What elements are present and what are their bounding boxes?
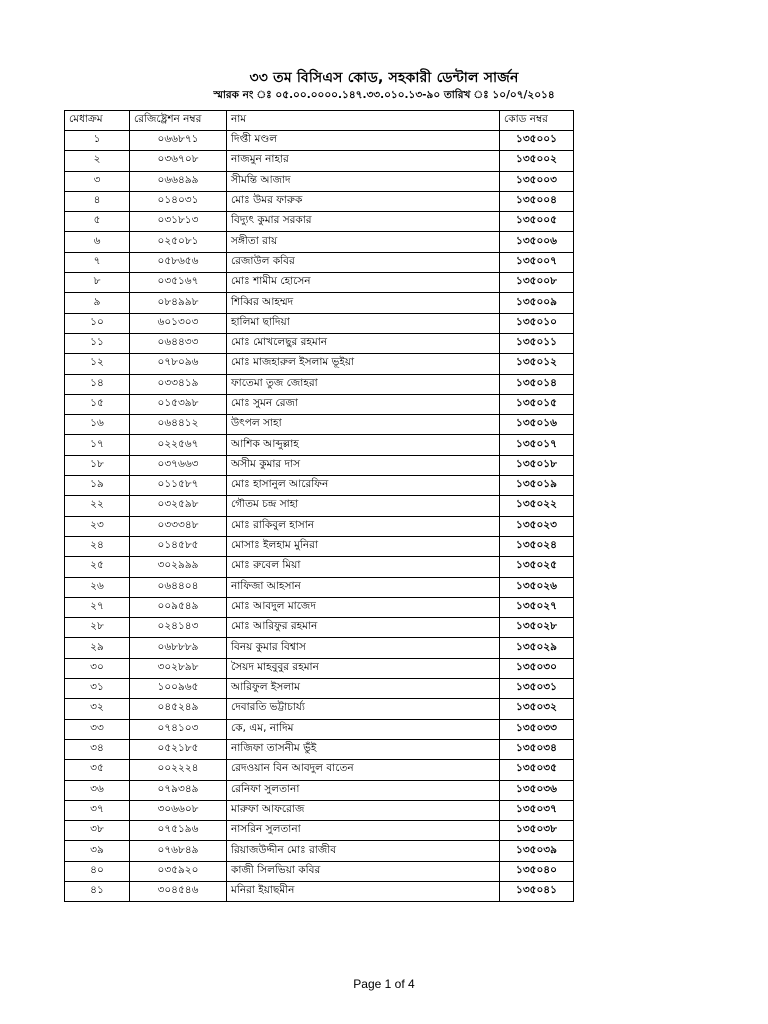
table-row (65, 476, 574, 496)
cell-registration: ০২২৫৬৭ (130, 435, 227, 455)
cell-registration: ০৩৩৪১৯ (130, 374, 227, 394)
cell-serial: ৯ (65, 293, 130, 313)
header-name: নাম (227, 111, 500, 131)
cell-code: ১৩৫০২৬ (500, 577, 574, 597)
cell-code: ১৩৫০১০ (500, 313, 574, 333)
cell-registration: ০৮৪৯৯৮ (130, 293, 227, 313)
cell-serial: ২৫ (65, 557, 130, 577)
cell-name: মোঃ রাকিবুল হাসান (227, 516, 500, 536)
cell-serial: ৩২ (65, 699, 130, 719)
cell-code: ১৩৫০১৪ (500, 374, 574, 394)
cell-registration: ০০৯৫৪৯ (130, 597, 227, 617)
table-row (65, 780, 574, 800)
cell-serial: ৩৩ (65, 719, 130, 739)
cell-registration: ০৩৭৬৬৩ (130, 455, 227, 475)
table-row (65, 212, 574, 232)
cell-registration: ৩০৬৬০৮ (130, 800, 227, 820)
table-row (65, 597, 574, 617)
merit-list-table (64, 110, 574, 902)
cell-name: মোঃ শামীম হোসেন (227, 273, 500, 293)
cell-name: মোঃ সুমন রেজা (227, 394, 500, 414)
table-row (65, 536, 574, 556)
cell-name: মোঃ রুবেল মিয়া (227, 557, 500, 577)
table-row (65, 415, 574, 435)
cell-registration: ০৬৬৮৭১ (130, 131, 227, 151)
cell-code: ১৩৫০৩৮ (500, 821, 574, 841)
cell-registration: ০৩৬৭০৮ (130, 151, 227, 171)
table-row (65, 861, 574, 881)
cell-code: ১৩৫০৩৫ (500, 760, 574, 780)
cell-registration: ০৫২১৮৫ (130, 739, 227, 759)
cell-registration: ০৬৪৪৩৩ (130, 333, 227, 353)
cell-name: নাজিফা তাসনীম ভুঁই (227, 739, 500, 759)
cell-serial: ২৩ (65, 516, 130, 536)
table-row (65, 679, 574, 699)
cell-name: কাজী সিলভিয়া কবির (227, 861, 500, 881)
cell-name: বিদ্যুৎ কুমার সরকার (227, 212, 500, 232)
cell-serial: ৩১ (65, 679, 130, 699)
cell-code: ১৩৫০২৭ (500, 597, 574, 617)
table-row (65, 881, 574, 901)
cell-code: ১৩৫০১৮ (500, 455, 574, 475)
cell-serial: ১০ (65, 313, 130, 333)
cell-code: ১৩৫০২৯ (500, 638, 574, 658)
cell-serial: ১১ (65, 333, 130, 353)
cell-serial: ১২ (65, 354, 130, 374)
table-row (65, 658, 574, 678)
cell-registration: ০৭৫১৯৬ (130, 821, 227, 841)
cell-code: ১৩৫০৩১ (500, 679, 574, 699)
cell-code: ১৩৫০০৬ (500, 232, 574, 252)
cell-serial: ৪১ (65, 881, 130, 901)
cell-registration: ০৭৯৩৪৯ (130, 780, 227, 800)
page-footer: Page 1 of 4 (353, 977, 415, 991)
cell-name: সীমন্তি আজাদ (227, 171, 500, 191)
cell-code: ১৩৫০১৫ (500, 394, 574, 414)
cell-name: সৈয়দ মাহবুবুর রহমান (227, 658, 500, 678)
cell-serial: ২৮ (65, 618, 130, 638)
table-row (65, 374, 574, 394)
cell-name: মোঃ হাসানুল আরেফিন (227, 476, 500, 496)
cell-serial: ৩৪ (65, 739, 130, 759)
table-row (65, 455, 574, 475)
table-row (65, 638, 574, 658)
cell-name: দিপ্তী মণ্ডল (227, 131, 500, 151)
cell-code: ১৩৫০৪১ (500, 881, 574, 901)
cell-serial: ৩০ (65, 658, 130, 678)
cell-code: ১৩৫০২৩ (500, 516, 574, 536)
table-row (65, 739, 574, 759)
cell-name: মোসাঃ ইলহাম মুনিরা (227, 536, 500, 556)
cell-registration: ০৩১৮১৩ (130, 212, 227, 232)
cell-name: মারুফা আফরোজ (227, 800, 500, 820)
cell-registration: ০৩৫১৬৭ (130, 273, 227, 293)
cell-registration: ৩০২৮৯৮ (130, 658, 227, 678)
cell-name: অসীম কুমার দাস (227, 455, 500, 475)
table-row (65, 333, 574, 353)
cell-code: ১৩৫০৩৬ (500, 780, 574, 800)
cell-code: ১৩৫০৩০ (500, 658, 574, 678)
cell-name: রেদওয়ান বিন আবদুল বাতেন (227, 760, 500, 780)
cell-name: রেজাউল কবির (227, 252, 500, 272)
cell-code: ১৩৫০০৮ (500, 273, 574, 293)
cell-name: মোঃ আরিফুর রহমান (227, 618, 500, 638)
table-row (65, 435, 574, 455)
cell-serial: ২৯ (65, 638, 130, 658)
table-row (65, 354, 574, 374)
cell-code: ১৩৫০৩২ (500, 699, 574, 719)
table-row (65, 841, 574, 861)
cell-code: ১৩৫০০৩ (500, 171, 574, 191)
cell-code: ১৩৫০১৭ (500, 435, 574, 455)
table-row (65, 394, 574, 414)
cell-code: ১৩৫০২৫ (500, 557, 574, 577)
table-row (65, 618, 574, 638)
cell-code: ১৩৫০০৪ (500, 191, 574, 211)
cell-serial: ২২ (65, 496, 130, 516)
cell-name: সঙ্গীতা রায় (227, 232, 500, 252)
table-row (65, 557, 574, 577)
document-title: ৩৩ তম বিসিএস কোড, সহকারী ডেন্টাল সার্জন (249, 70, 519, 86)
cell-name: মনিরা ইয়াছমীন (227, 881, 500, 901)
cell-name: মোঃ আবদুল মাজেদ (227, 597, 500, 617)
cell-code: ১৩৫০০২ (500, 151, 574, 171)
cell-registration: ০৪৫২৪৯ (130, 699, 227, 719)
cell-code: ১৩৫০৩৪ (500, 739, 574, 759)
table-row (65, 577, 574, 597)
cell-name: মোঃ মোখলেছুর রহমান (227, 333, 500, 353)
cell-serial: ১ (65, 131, 130, 151)
cell-registration: ০১১৫৮৭ (130, 476, 227, 496)
cell-serial: ৫ (65, 212, 130, 232)
table-row (65, 252, 574, 272)
table-row (65, 191, 574, 211)
cell-serial: ২৭ (65, 597, 130, 617)
cell-registration: ০৬৪৪০৪ (130, 577, 227, 597)
table-header-row (65, 111, 574, 131)
cell-code: ১৩৫০৩৭ (500, 800, 574, 820)
memo-line: স্মারক নং ঃ ০৫.০০.০০০০.১৪৭.৩৩.০১০.১৩-৯০ তারিখ ঃ ১০/০৭/২০১৪ (213, 89, 555, 101)
cell-registration: ০৩২৫৯৮ (130, 496, 227, 516)
table-row (65, 293, 574, 313)
cell-name: মোঃ উমর ফারুক (227, 191, 500, 211)
cell-code: ১৩৫০০৭ (500, 252, 574, 272)
cell-registration: ৩০২৯৯৯ (130, 557, 227, 577)
cell-serial: ১৯ (65, 476, 130, 496)
cell-name: আরিফুল ইসলাম (227, 679, 500, 699)
cell-serial: ৩৫ (65, 760, 130, 780)
cell-registration: ৬০১৩০৩ (130, 313, 227, 333)
header-code: কোড নম্বর (500, 111, 574, 131)
table-row (65, 760, 574, 780)
cell-code: ১৩৫০৪০ (500, 861, 574, 881)
cell-registration: ০২৫০৮১ (130, 232, 227, 252)
cell-registration: ০৫৮৬৫৬ (130, 252, 227, 272)
cell-name: রিয়াজউদ্দীন মোঃ রাজীব (227, 841, 500, 861)
cell-serial: ৪০ (65, 861, 130, 881)
table-row (65, 313, 574, 333)
table-row (65, 821, 574, 841)
cell-registration: ০৬৬৪৯৯ (130, 171, 227, 191)
cell-registration: ১০০৯৬৫ (130, 679, 227, 699)
cell-serial: ২৪ (65, 536, 130, 556)
cell-registration: ০৭৮০৯৬ (130, 354, 227, 374)
cell-name: মোঃ মাজহারুল ইসলাম ভূইয়া (227, 354, 500, 374)
cell-serial: ৩৮ (65, 821, 130, 841)
cell-name: ফাতেমা তুজ জোহরা (227, 374, 500, 394)
table-row (65, 496, 574, 516)
table-row (65, 131, 574, 151)
cell-serial: ৪ (65, 191, 130, 211)
cell-code: ১৩৫০১৯ (500, 476, 574, 496)
cell-registration: ০২৪১৪৩ (130, 618, 227, 638)
cell-serial: ২ (65, 151, 130, 171)
cell-serial: ৬ (65, 232, 130, 252)
cell-name: শিব্বির আহম্মদ (227, 293, 500, 313)
cell-serial: ২৬ (65, 577, 130, 597)
table-row (65, 171, 574, 191)
cell-name: হালিমা ছাদিয়া (227, 313, 500, 333)
cell-name: রেনিফা সুলতানা (227, 780, 500, 800)
cell-serial: ১৭ (65, 435, 130, 455)
cell-registration: ০০২২২৪ (130, 760, 227, 780)
cell-registration: ০৩৩৩৪৮ (130, 516, 227, 536)
table-row (65, 516, 574, 536)
cell-name: নাসরিন সুলতানা (227, 821, 500, 841)
table-row (65, 232, 574, 252)
table-row (65, 719, 574, 739)
cell-code: ১৩৫০১১ (500, 333, 574, 353)
cell-code: ১৩৫০১২ (500, 354, 574, 374)
cell-serial: ৩৯ (65, 841, 130, 861)
cell-registration: ০৬৪৪১২ (130, 415, 227, 435)
cell-name: নাজমুন নাহার (227, 151, 500, 171)
cell-registration: ০৭৪১০৩ (130, 719, 227, 739)
cell-registration: ০১৫৩৯৮ (130, 394, 227, 414)
cell-name: গৌতম চন্দ্র সাহা (227, 496, 500, 516)
cell-code: ১৩৫০০১ (500, 131, 574, 151)
cell-name: বিনয় কুমার বিশ্বাস (227, 638, 500, 658)
cell-code: ১৩৫০২২ (500, 496, 574, 516)
cell-name: কে, এম, নাদিম (227, 719, 500, 739)
cell-serial: ১৫ (65, 394, 130, 414)
cell-code: ১৩৫০০৫ (500, 212, 574, 232)
table-row (65, 699, 574, 719)
cell-registration: ০১৪০৩১ (130, 191, 227, 211)
cell-serial: ৩৭ (65, 800, 130, 820)
cell-registration: ৩০৪৫৪৬ (130, 881, 227, 901)
cell-code: ১৩৫০১৬ (500, 415, 574, 435)
cell-name: উৎপল সাহা (227, 415, 500, 435)
cell-registration: ০৭৬৮৪৯ (130, 841, 227, 861)
cell-name: নাফিজা আহসান (227, 577, 500, 597)
cell-serial: ১৮ (65, 455, 130, 475)
cell-code: ১৩৫০৩৯ (500, 841, 574, 861)
cell-code: ১৩৫০২৪ (500, 536, 574, 556)
cell-serial: ৮ (65, 273, 130, 293)
table-row (65, 273, 574, 293)
table-row (65, 800, 574, 820)
header-serial: মেধাক্রম (65, 111, 130, 131)
cell-registration: ০৩৫৯২০ (130, 861, 227, 881)
cell-code: ১৩৫০২৮ (500, 618, 574, 638)
cell-code: ১৩৫০৩৩ (500, 719, 574, 739)
table-row (65, 151, 574, 171)
cell-serial: ১৪ (65, 374, 130, 394)
cell-name: আশিক আব্দুল্লাহ (227, 435, 500, 455)
cell-serial: ১৬ (65, 415, 130, 435)
cell-serial: ৭ (65, 252, 130, 272)
cell-registration: ০১৪৫৮৫ (130, 536, 227, 556)
cell-name: দেবারতি ভট্টাচার্য্য (227, 699, 500, 719)
cell-serial: ৩৬ (65, 780, 130, 800)
cell-serial: ৩ (65, 171, 130, 191)
cell-registration: ০৬৮৮৮৯ (130, 638, 227, 658)
cell-code: ১৩৫০০৯ (500, 293, 574, 313)
header-registration: রেজিষ্ট্রেশন নম্বর (130, 111, 227, 131)
